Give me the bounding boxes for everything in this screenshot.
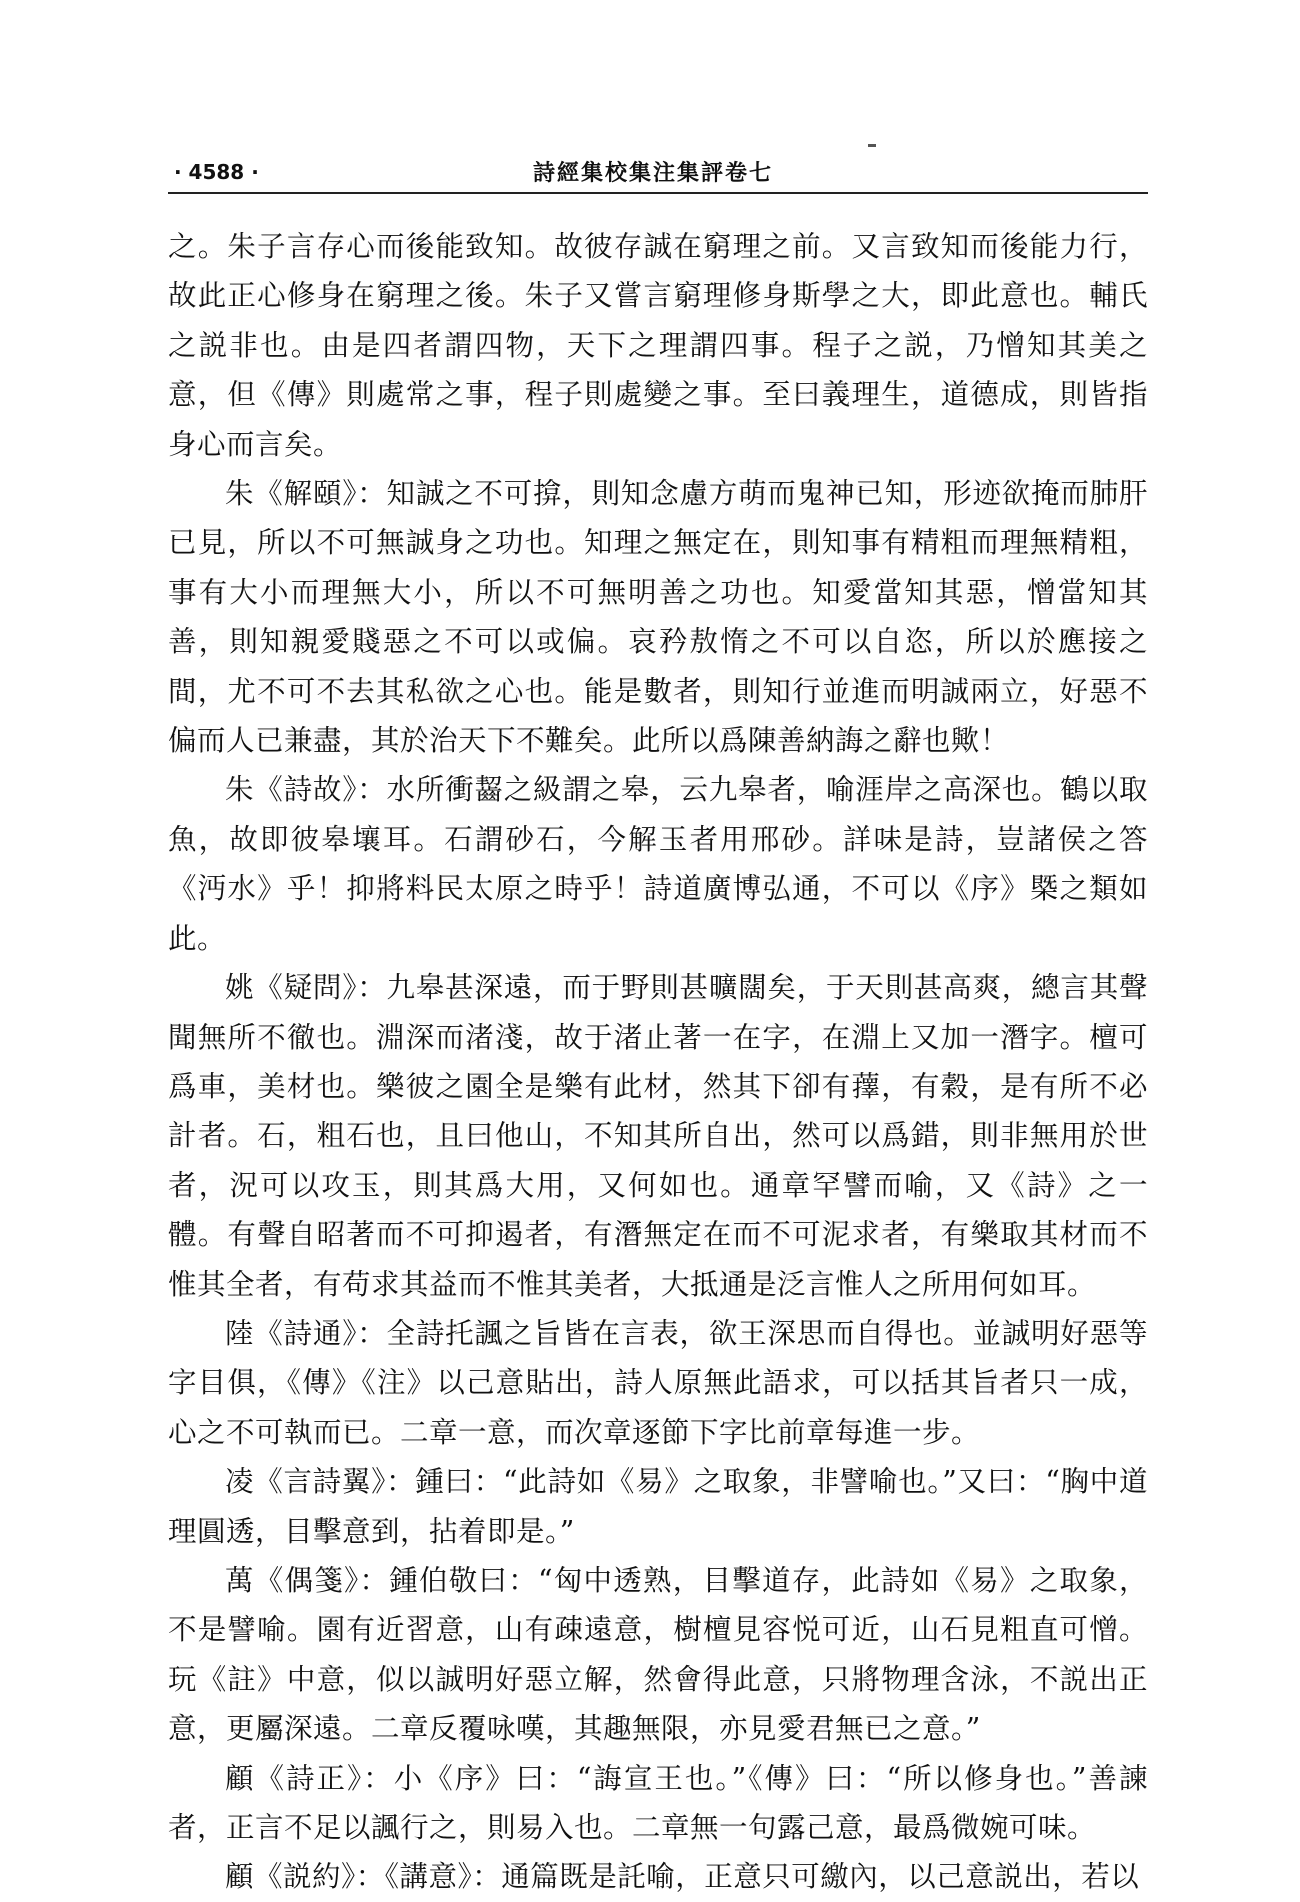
- paragraph-wan-oujian: 萬《偶箋》：鍾伯敬曰：“匈中透熟，目擊道存，此詩如《易》之取象，不是譬喻。園有近習意，山有疎遠意，樹檀見容悦可近，山石見粗直可憎。玩《註》中意，似以誠明好惡立解，然會得此意，只將物理含泳，不説出正意，更屬深遠。二章反覆咏嘆，其趣無限，亦見愛君無已之意。”: [168, 1563, 1148, 1746]
- paragraph-lu-shitong: 陸《詩通》：全詩托諷之旨皆在言表，欲王深思而自得也。並誠明好惡等字目俱，《傳》《注》以己意貼出，詩人原無此語求，可以括其旨者只一成，心之不可執而已。二章一意，而次章逐節下字比前章每進一步。: [168, 1316, 1148, 1449]
- paragraph-gu-shizheng: 顧《詩正》：小《序》曰：“誨宣王也。”《傳》曰：“所以修身也。”善諫者，正言不足以諷行之，則易入也。二章無一句露己意，最爲微婉可味。: [168, 1761, 1148, 1844]
- running-title: 詩經集校集注集評卷七: [532, 160, 773, 186]
- paragraph-yao-yiwen: 姚《疑問》：九皋甚深遠，而于野則甚曠闊矣，于天則甚高爽，總言其聲聞無所不徹也。淵深而渚淺，故于渚止著一在字，在淵上又加一潛字。檀可爲車，美材也。樂彼之園全是樂有此材，然其下卻有蘀，有穀，是有所不必計者。石，粗石也，且曰他山，不知其所自出，然可以爲錯，則非無用於世者，況可以攻玉，則其爲大用，又何如也。通章罕譬而喻，又《詩》之一體。有聲自昭著而不可抑遏者，有潛無定在而不可泥求者，有樂取其材而不惟其全者，有苟求其益而不惟其美者，大抵通是泛言惟人之所用何如耳。: [168, 971, 1148, 1301]
- paragraph-zhu-shigu: 朱《詩故》：水所衝齧之級謂之皋，云九皋者，喻涯岸之高深也。鶴以取魚，故即彼皋壤耳。石謂砂石，今解玉者用邢砂。詳味是詩，豈諸侯之答《沔水》乎！抑將料民太原之時乎！詩道廣博弘通，不可以《序》槩之類如此。: [168, 773, 1148, 955]
- page-number: · 4588 ·: [174, 160, 259, 184]
- paragraph-gu-shuoyue: 顧《説約》：《講意》：通篇既是託喻，正意只可繳內，以己意説出，若以: [225, 1860, 1140, 1894]
- header-rule: [168, 192, 1148, 194]
- paragraph-continuation: 之。朱子言存心而後能致知。故彼存誠在窮理之前。又言致知而後能力行，故此正心修身在窮理之後。朱子又嘗言窮理修身斯學之大，即此意也。輔氏之説非也。由是四者謂四物，天下之理謂四事。程子之説，乃憎知其美之意，但《傳》則處常之事，程子則處變之事。至曰義理生，道德成，則皆指身心而言矣。: [168, 230, 1148, 461]
- page-header: [168, 150, 1148, 196]
- paragraph-ling-yanshiyi: 凌《言詩翼》：鍾曰：“此詩如《易》之取象，非譬喻也。”又曰：“胸中道理圓透，目擊意到，拈着即是。”: [168, 1465, 1148, 1548]
- body-text: [168, 222, 1148, 1902]
- paragraph-zhu-jieyi: 朱《解頤》：知誠之不可揜，則知念慮方萌而鬼神已知，形迹欲掩而肺肝已見，所以不可無誠身之功也。知理之無定在，則知事有精粗而理無精粗，事有大小而理無大小，所以不可無明善之功也。知愛當知其惡，憎當知其善，則知親愛賤惡之不可以或偏。哀矜敖惰之不可以自恣，所以於應接之間，尤不可不去其私欲之心也。能是數者，則知行並進而明誠兩立，好惡不偏而人已兼盡，其於治天下不難矣。此所以爲陳善納誨之辭也歟！: [168, 477, 1148, 758]
- scan-mark: [868, 144, 876, 147]
